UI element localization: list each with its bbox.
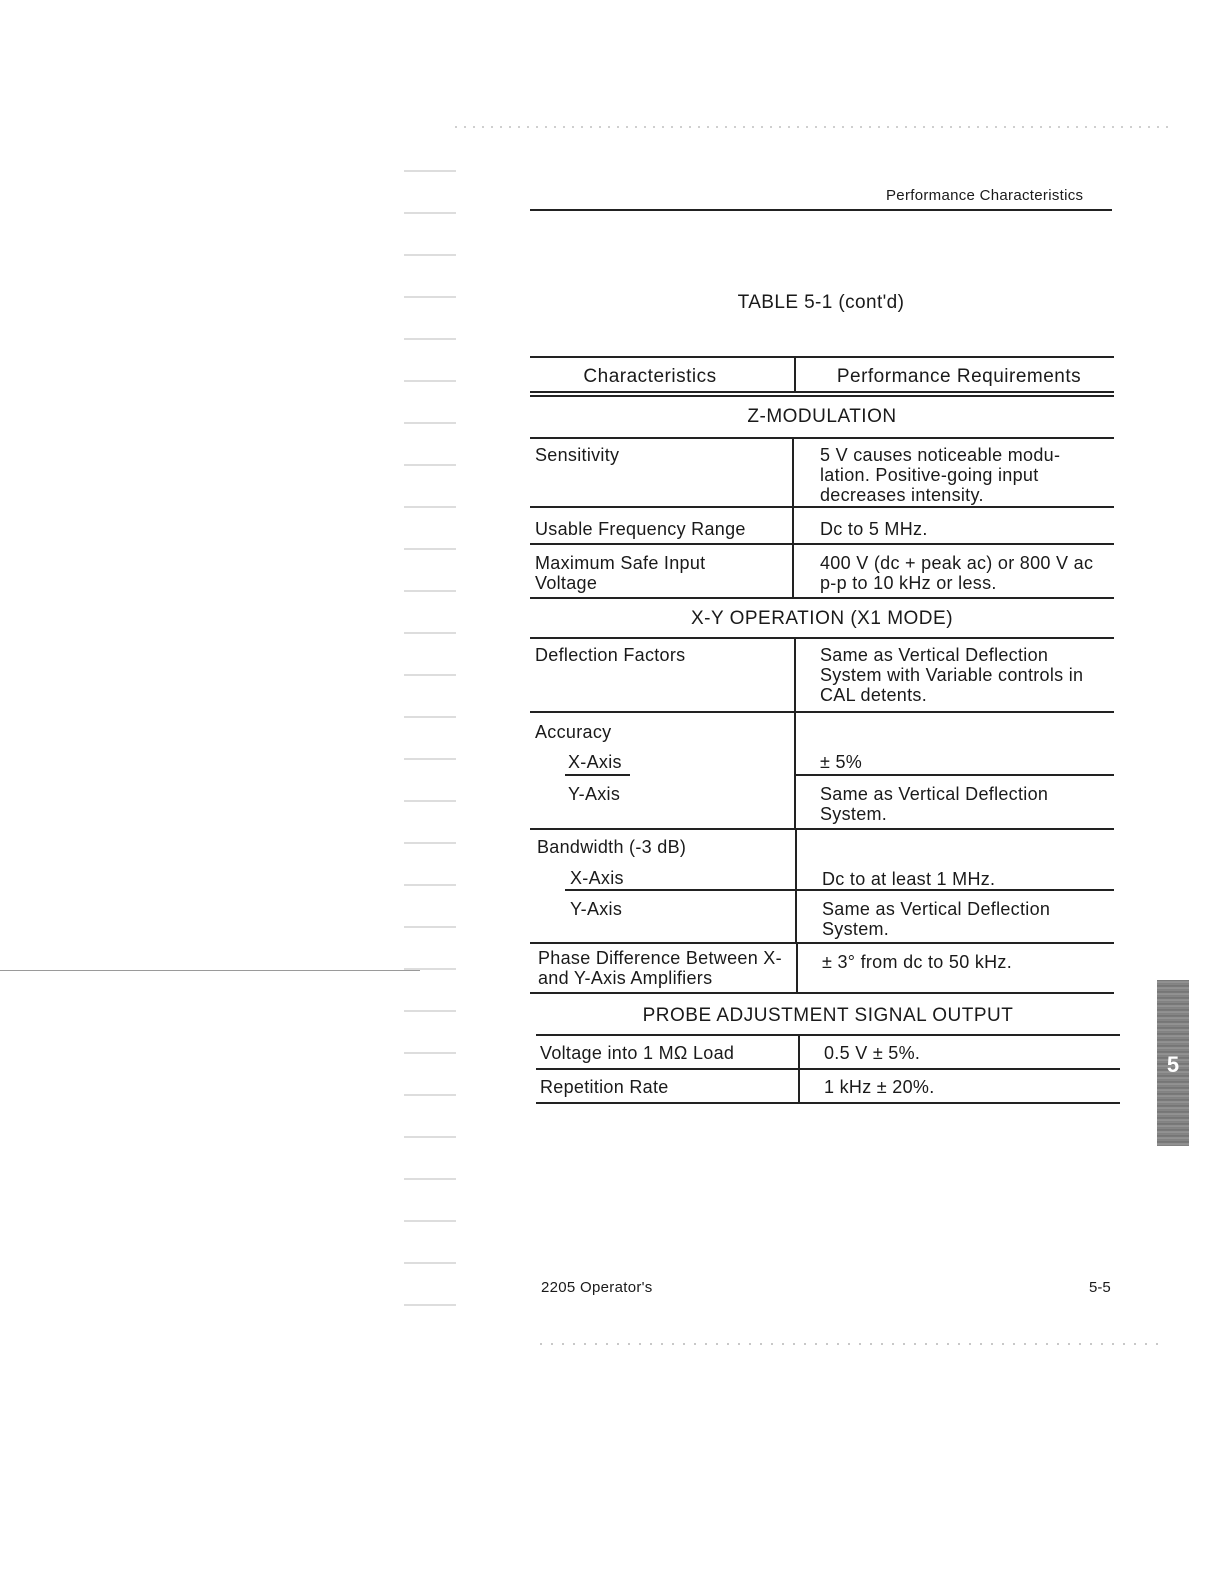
max-input-label: Maximum Safe Input Voltage bbox=[535, 553, 706, 593]
row-rule bbox=[530, 828, 1114, 830]
top-scan-dots bbox=[455, 126, 1175, 128]
header-double-rule-b bbox=[530, 395, 1114, 397]
sensitivity-value: 5 V causes noticeable modu- lation. Positive-going input decreases intensity. bbox=[820, 445, 1061, 505]
footer-manual-title: 2205 Operator's bbox=[541, 1279, 653, 1296]
phase-difference-label: Phase Difference Between X- and Y-Axis Amplifiers bbox=[538, 948, 782, 988]
deflection-factors-label: Deflection Factors bbox=[535, 645, 686, 665]
table-top-rule bbox=[530, 356, 1114, 358]
binder-edge-artifact bbox=[404, 130, 456, 1330]
row-rule bbox=[530, 506, 1114, 508]
bandwidth-label: Bandwidth (-3 dB) bbox=[537, 837, 687, 857]
accuracy-x-axis-label: X-Axis bbox=[568, 752, 622, 772]
accuracy-y-axis-label: Y-Axis bbox=[568, 784, 621, 804]
table-title: TABLE 5-1 (cont'd) bbox=[737, 292, 905, 313]
column-divider bbox=[792, 439, 794, 506]
column-divider bbox=[794, 713, 796, 828]
section-z-modulation: Z-MODULATION bbox=[747, 406, 897, 427]
deflection-factors-value: Same as Vertical Deflection System with Variable controls in CAL detents. bbox=[820, 645, 1084, 705]
running-header: Performance Characteristics bbox=[886, 187, 1084, 204]
max-input-value: 400 V (dc + peak ac) or 800 V ac p-p to 10 kHz or less. bbox=[820, 553, 1094, 593]
column-divider bbox=[795, 830, 797, 942]
row-rule bbox=[530, 637, 1114, 639]
col-header-requirements: Performance Requirements bbox=[836, 366, 1082, 387]
bandwidth-x-axis-value: Dc to at least 1 MHz. bbox=[822, 869, 996, 889]
footer-page-number: 5-5 bbox=[1089, 1279, 1111, 1296]
repetition-rate-label: Repetition Rate bbox=[540, 1077, 669, 1097]
header-rule bbox=[530, 209, 1112, 211]
bottom-scan-dots bbox=[540, 1343, 1160, 1345]
row-rule bbox=[530, 437, 1114, 439]
probe-voltage-label: Voltage into 1 MΩ Load bbox=[540, 1043, 735, 1063]
column-divider bbox=[792, 508, 794, 543]
column-divider bbox=[794, 639, 796, 711]
section-tab-number: 5 bbox=[1166, 1052, 1180, 1077]
column-divider bbox=[792, 545, 794, 597]
repetition-rate-value: 1 kHz ± 20%. bbox=[824, 1077, 935, 1097]
header-double-rule-a bbox=[530, 391, 1114, 393]
row-rule bbox=[530, 711, 1114, 713]
table-bottom-rule bbox=[536, 1102, 1120, 1104]
usable-frequency-value: Dc to 5 MHz. bbox=[820, 519, 928, 539]
sub-row-rule bbox=[565, 889, 1114, 891]
column-divider bbox=[796, 944, 798, 994]
bandwidth-y-axis-value: Same as Vertical Deflection System. bbox=[822, 899, 1051, 939]
bandwidth-x-axis-label: X-Axis bbox=[570, 868, 624, 888]
sub-row-rule bbox=[794, 774, 1114, 776]
accuracy-x-axis-value: ± 5% bbox=[820, 752, 863, 772]
scan-line bbox=[0, 970, 420, 971]
section-xy-operation: X-Y OPERATION (X1 MODE) bbox=[690, 608, 954, 629]
probe-voltage-value: 0.5 V ± 5%. bbox=[824, 1043, 921, 1063]
row-rule bbox=[530, 992, 1114, 994]
section-probe-adjust: PROBE ADJUSTMENT SIGNAL OUTPUT bbox=[642, 1005, 1014, 1026]
accuracy-y-axis-value: Same as Vertical Deflection System. bbox=[820, 784, 1049, 824]
column-divider bbox=[798, 1036, 800, 1069]
section-tab bbox=[1157, 980, 1189, 1146]
usable-frequency-label: Usable Frequency Range bbox=[535, 519, 746, 539]
phase-difference-value: ± 3° from dc to 50 kHz. bbox=[822, 952, 1013, 972]
accuracy-label: Accuracy bbox=[535, 722, 612, 742]
column-divider bbox=[798, 1070, 800, 1103]
bandwidth-y-axis-label: Y-Axis bbox=[570, 899, 623, 919]
col-header-characteristics: Characteristics bbox=[583, 366, 717, 387]
row-rule bbox=[530, 942, 1114, 944]
row-rule bbox=[530, 597, 1114, 599]
sub-row-rule bbox=[565, 774, 630, 776]
row-rule bbox=[530, 543, 1114, 545]
sensitivity-label: Sensitivity bbox=[535, 445, 620, 465]
row-rule bbox=[536, 1068, 1120, 1070]
row-rule bbox=[536, 1034, 1120, 1036]
